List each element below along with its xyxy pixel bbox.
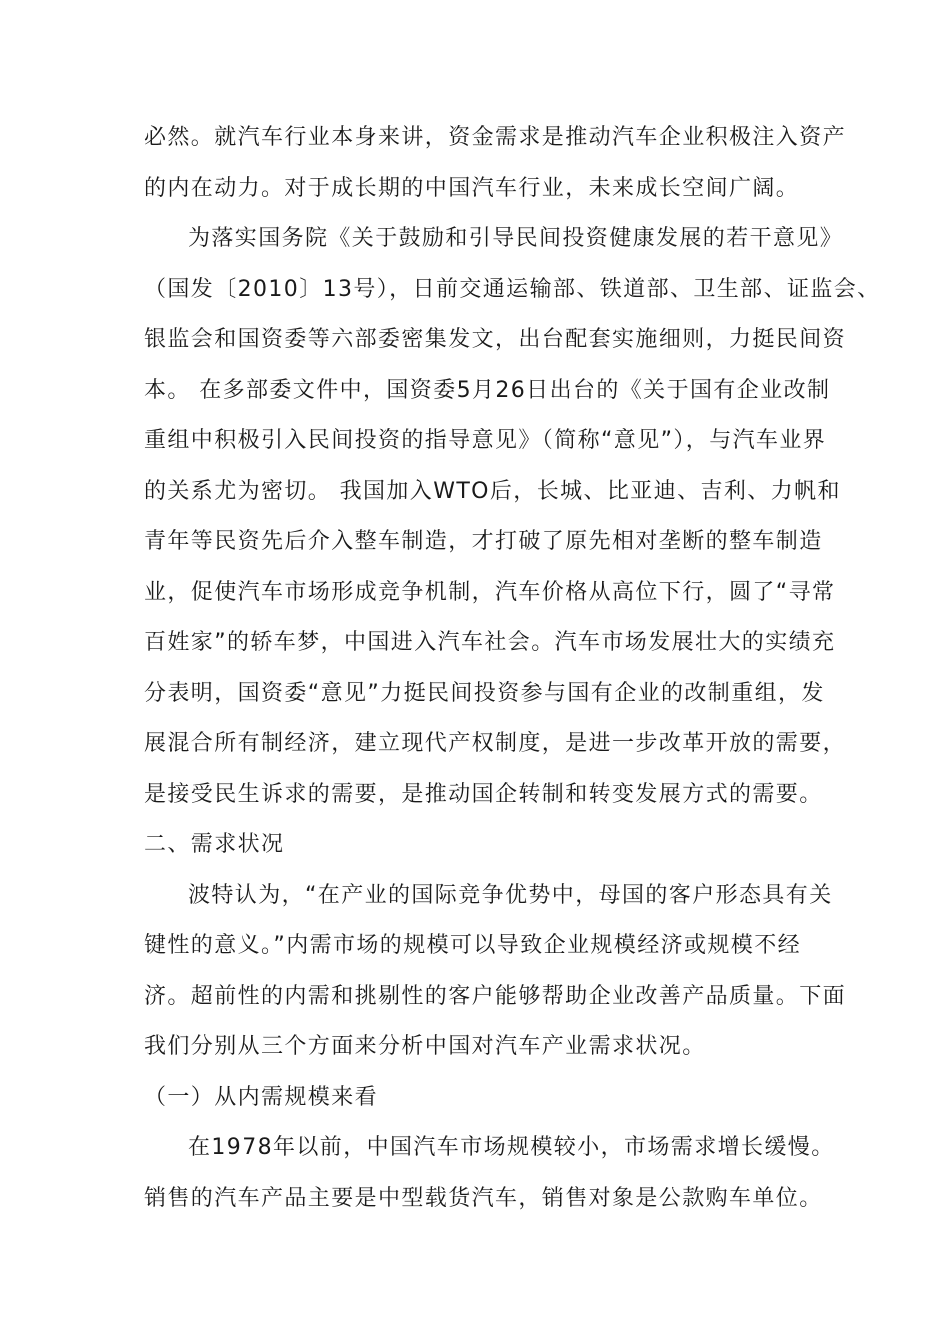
body-line: 银监会和国资委等六部委密集发文，出台配套实施细则，力挺民间资	[144, 327, 847, 352]
document-page	[144, 113, 881, 1224]
paragraph-start-line: 为落实国务院《关于鼓励和引导民间投资健康发展的若干意见》	[188, 226, 844, 251]
body-line: （国发〔2010〕13号），日前交通运输部、铁道部、卫生部、证监会、	[144, 276, 881, 302]
subsection-heading: （一）从内需规模来看	[144, 1084, 379, 1110]
body-line: 分表明，国资委“意见”力挺民间投资参与国有企业的改制重组，发	[144, 680, 825, 706]
paragraph-start-line: 在1978年以前，中国汽车市场规模较小，市场需求增长缓慢。	[188, 1135, 835, 1160]
paragraph-start-line: 波特认为，“在产业的国际竞争优势中，母国的客户形态具有关	[188, 882, 833, 908]
body-line: 的内在动力。对于成长期的中国汽车行业，未来成长空间广阔。	[144, 175, 800, 201]
body-line: 重组中积极引入民间投资的指导意见》（简称“意见”），与汽车业界	[144, 428, 827, 453]
body-line: 销售的汽车产品主要是中型载货汽车，销售对象是公款购车单位。	[144, 1185, 823, 1211]
body-line: 的关系尤为密切。 我国加入WTO后，长城、比亚迪、吉利、力帆和	[144, 478, 841, 504]
body-line: 必然。就汽车行业本身来讲，资金需求是推动汽车企业积极注入资产	[144, 125, 847, 150]
body-line: 本。 在多部委文件中，国资委5月26日出台的《关于国有企业改制	[144, 377, 831, 403]
body-line: 业，促使汽车市场形成竞争机制，汽车价格从高位下行，圆了“寻常	[144, 579, 836, 605]
body-line: 键性的意义。”内需市场的规模可以导致企业规模经济或规模不经	[144, 933, 801, 958]
body-line: 我们分别从三个方面来分析中国对汽车产业需求状况。	[144, 1034, 706, 1059]
section-heading: 二、需求状况	[144, 832, 285, 857]
body-line: 百姓家”的轿车梦，中国进入汽车社会。汽车市场发展壮大的实绩充	[144, 630, 836, 655]
body-line: 青年等民资先后介入整车制造，才打破了原先相对垄断的整车制造	[144, 529, 823, 554]
body-line: 济。超前性的内需和挑剔性的客户能够帮助企业改善产品质量。下面	[144, 983, 847, 1009]
body-line: 展混合所有制经济，建立现代产权制度，是进一步改革开放的需要，	[144, 731, 847, 756]
body-line: 是接受民生诉求的需要，是推动国企转制和转变发展方式的需要。	[144, 781, 823, 807]
